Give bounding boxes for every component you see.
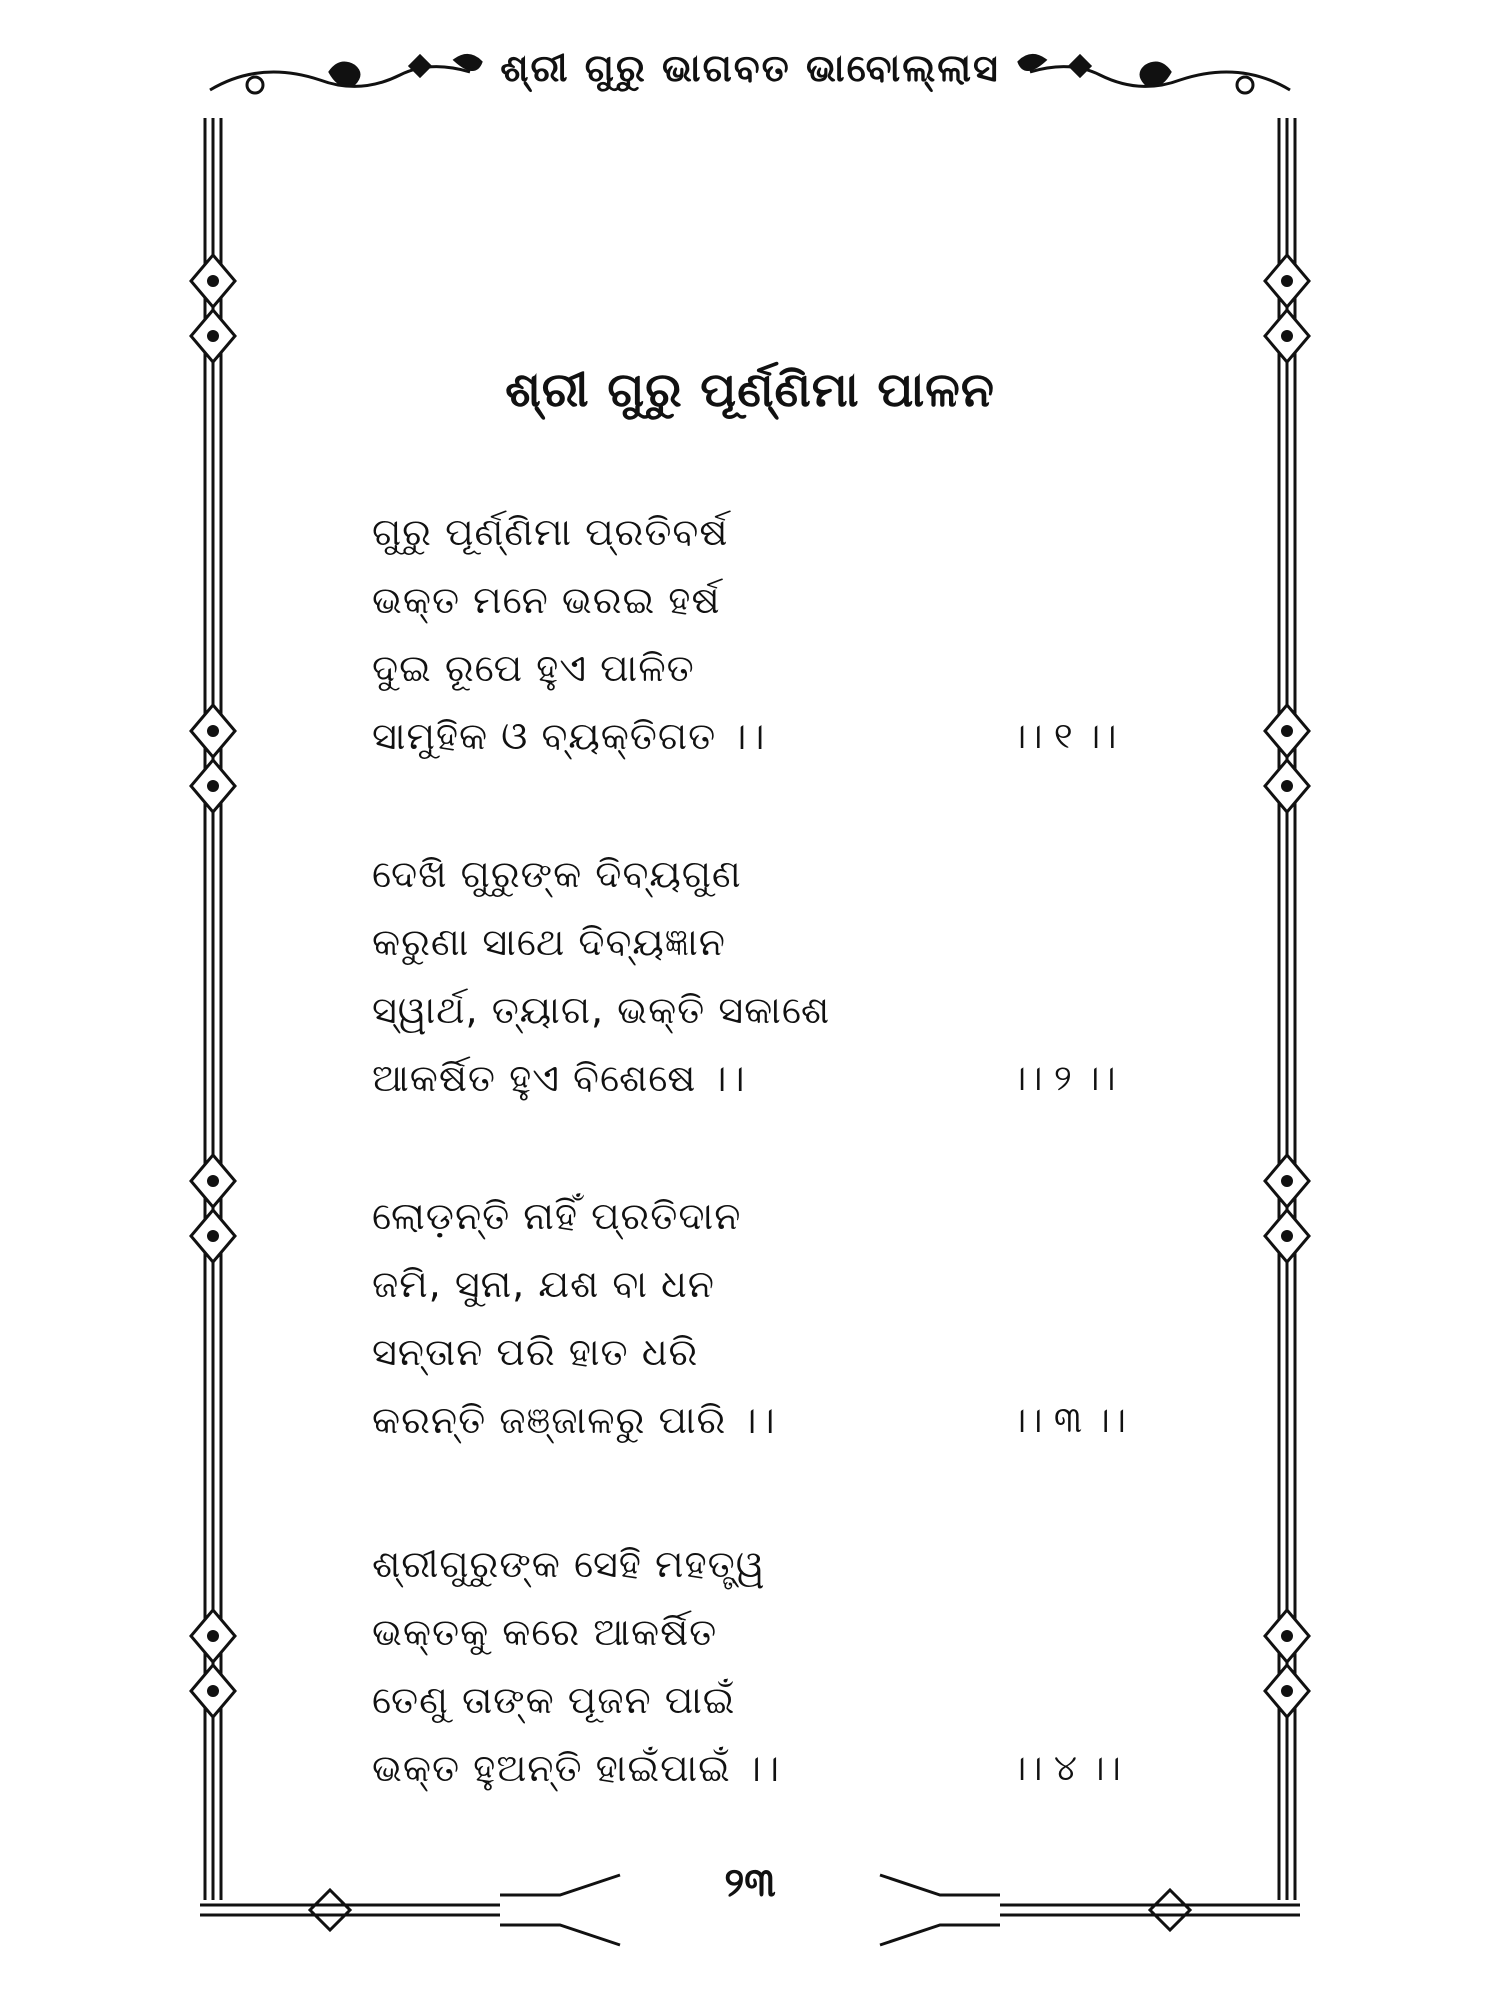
- stanza-2-line-3: ସ୍ୱାର୍ଥ, ତ୍ୟାଗ, ଭକ୍ତି ସକାଶେ: [372, 988, 831, 1032]
- running-header-title: ଶ୍ରୀ ଗୁରୁ ଭାଗବତ ଭାବୋଲ୍ଲାସ: [500, 46, 1000, 90]
- stanza-2-line-2: କରୁଣା ସାଥେ ଦିବ୍ୟଜ୍ଞାନ: [372, 920, 726, 964]
- stanza-4-line-2: ଭକ୍ତକୁ କରେ ଆକର୍ଷିତ: [372, 1610, 718, 1654]
- verse-number-3: ।। ୩ ।।: [1010, 1400, 1126, 1441]
- verse-number-1: ।। ୧ ।।: [1010, 716, 1117, 757]
- stanza-1-line-3: ଦୁଇ ରୂପେ ହୁଏ ପାଳିତ: [372, 646, 695, 690]
- verse-number-4: ।। ୪ ।।: [1010, 1748, 1121, 1789]
- stanza-1-line-4: ସାମୁହିକ ଓ ବ୍ୟକ୍ତିଗତ ।।: [372, 714, 766, 758]
- stanza-4-line-1: ଶ୍ରୀଗୁରୁଙ୍କ ସେହି ମହତ୍ତ୍ୱ: [372, 1542, 766, 1586]
- stanza-3-line-1: ଲୋଡ଼ନ୍ତି ନାହିଁ ପ୍ରତିଦାନ: [372, 1194, 742, 1238]
- stanza-3-line-4: କରନ୍ତି ଜଞ୍ଜାଳରୁ ପାରି ।।: [372, 1398, 776, 1442]
- stanza-3-line-3: ସନ୍ତାନ ପରି ହାତ ଧରି: [372, 1330, 699, 1374]
- stanza-3-line-2: ଜମି, ସୁନା, ଯଶ ବା ଧନ: [372, 1262, 715, 1306]
- stanza-4-line-4: ଭକ୍ତ ହୁଅନ୍ତି ହାଇଁପାଇଁ ।।: [372, 1746, 781, 1790]
- page-number: ୨୩: [724, 1860, 776, 1906]
- stanza-2-line-4: ଆକର୍ଷିତ ହୁଏ ବିଶେଷେ ।।: [372, 1056, 746, 1100]
- stanza-1-line-1: ଗୁରୁ ପୂର୍ଣ୍ଣିମା ପ୍ରତିବର୍ଷ: [372, 510, 729, 554]
- stanza-4-line-3: ତେଣୁ ତାଙ୍କ ପୂଜନ ପାଇଁ: [372, 1678, 736, 1722]
- verse-number-2: ।। ୨ ।।: [1010, 1058, 1116, 1099]
- stanza-1-line-2: ଭକ୍ତ ମନେ ଭରଇ ହର୍ଷ: [372, 578, 721, 622]
- stanza-2-line-1: ଦେଖି ଗୁରୁଙ୍କ ଦିବ୍ୟଗୁଣ: [372, 852, 742, 896]
- poem-title: ଶ୍ରୀ ଗୁରୁ ପୂର୍ଣ୍ଣିମା ପାଳନ: [505, 362, 995, 418]
